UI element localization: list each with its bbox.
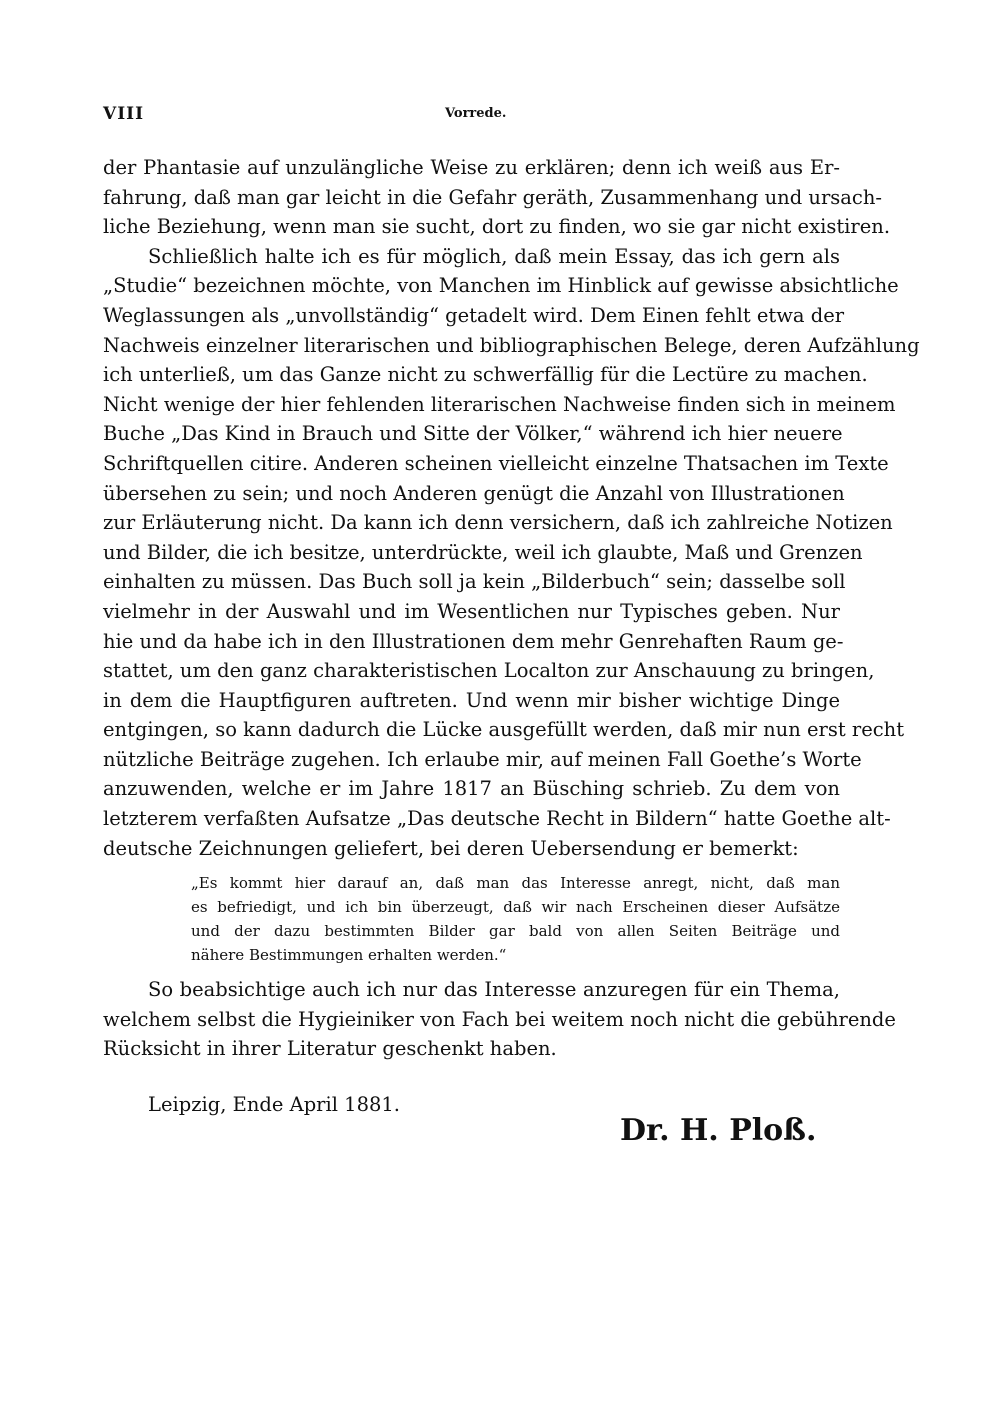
text-line: Nachweis einzelner literarischen und bibliographischen Belege, deren Aufzählung xyxy=(103,333,920,357)
text-line: einhalten zu müssen. Das Buch soll ja kein „Bilderbuch“ sein; dasselbe soll xyxy=(103,570,846,594)
text-line: Schließlich halte ich es für möglich, daß mein Essay, das ich gern als xyxy=(148,244,840,268)
text-line: welchem selbst die Hygieiniker von Fach bei weitem noch nicht die gebührende xyxy=(103,1007,896,1031)
page-number: VIII xyxy=(103,104,145,124)
text-line: ich unterließ, um das Ganze nicht zu schwerfällig für die Lectüre zu machen. xyxy=(103,363,868,387)
text-line: Schriftquellen citire. Anderen scheinen vielleicht einzelne Thatsachen im Texte xyxy=(103,451,889,475)
text-line: Nicht wenige der hier fehlenden literarischen Nachweise finden sich in meinem xyxy=(103,392,896,416)
text-line: vielmehr in der Auswahl und im Wesentlichen nur Typisches geben. Nur xyxy=(103,599,840,623)
text-line: anzuwenden, welche er im Jahre 1817 an Büsching schrieb. Zu dem von xyxy=(103,777,840,801)
text-line: So beabsichtige auch ich nur das Interesse anzuregen für ein Thema, xyxy=(148,978,840,1002)
quote-line: „Es kommt hier darauf an, daß man das Interesse anregt, nicht, daß man xyxy=(191,874,840,893)
quote-line: es befriedigt, und ich bin überzeugt, daß wir nach Erscheinen dieser Aufsätze xyxy=(191,898,840,917)
text-line: „Studie“ bezeichnen möchte, von Manchen im Hinblick auf gewisse absichtliche xyxy=(103,274,899,298)
text-line: stattet, um den ganz charakteristischen Localton zur Anschauung zu bringen, xyxy=(103,659,875,683)
text-line: und Bilder, die ich besitze, unterdrückte, weil ich glaubte, Maß und Grenzen xyxy=(103,540,863,564)
text-line: zur Erläuterung nicht. Da kann ich denn versichern, daß ich zahlreiche Notizen xyxy=(103,511,893,535)
text-line: fahrung, daß man gar leicht in die Gefahr geräth, Zusammenhang und ursach- xyxy=(103,185,882,209)
text-line: übersehen zu sein; und noch Anderen genügt die Anzahl von Illustrationen xyxy=(103,481,845,505)
closing-paragraph xyxy=(103,975,896,1064)
quote-line: und der dazu bestimmten Bilder gar bald von allen Seiten Beiträge und xyxy=(191,922,840,941)
paragraph xyxy=(103,242,920,863)
text-line: hie und da habe ich in den Illustrationen dem mehr Genrehaften Raum ge- xyxy=(103,629,844,653)
running-title: Vorrede. xyxy=(445,106,507,121)
dateline: Leipzig, Ende April 1881. xyxy=(148,1093,400,1117)
quote-line: nähere Bestimmungen erhalten werden.“ xyxy=(191,946,507,965)
text-line: letzterem verfaßten Aufsatze „Das deutsche Recht in Bildern“ hatte Goethe alt- xyxy=(103,807,891,831)
text-line: deutsche Zeichnungen geliefert, bei deren Uebersendung er bemerkt: xyxy=(103,836,799,860)
text-line: nützliche Beiträge zugehen. Ich erlaube mir, auf meinen Fall Goethe’s Worte xyxy=(103,747,862,771)
text-line: der Phantasie auf unzulängliche Weise zu erklären; denn ich weiß aus Er- xyxy=(103,156,840,179)
text-line: Rücksicht in ihrer Literatur geschenkt haben. xyxy=(103,1037,557,1061)
text-line: liche Beziehung, wenn man sie sucht, dort zu finden, wo sie gar nicht existiren. xyxy=(103,215,891,239)
author-signature: Dr. H. Ploß. xyxy=(620,1113,817,1148)
block-quote xyxy=(191,871,840,967)
paragraph xyxy=(103,153,891,242)
text-line: in dem die Hauptfiguren auftreten. Und wenn mir bisher wichtige Dinge xyxy=(103,688,840,712)
text-line: entgingen, so kann dadurch die Lücke ausgefüllt werden, daß mir nun erst recht xyxy=(103,718,905,742)
body-text xyxy=(103,153,920,1120)
text-line: Buche „Das Kind in Brauch und Sitte der Völker,“ während ich hier neuere xyxy=(103,422,843,446)
page-header xyxy=(103,104,840,128)
text-line: Weglassungen als „unvollständig“ getadelt wird. Dem Einen fehlt etwa der xyxy=(103,303,845,327)
